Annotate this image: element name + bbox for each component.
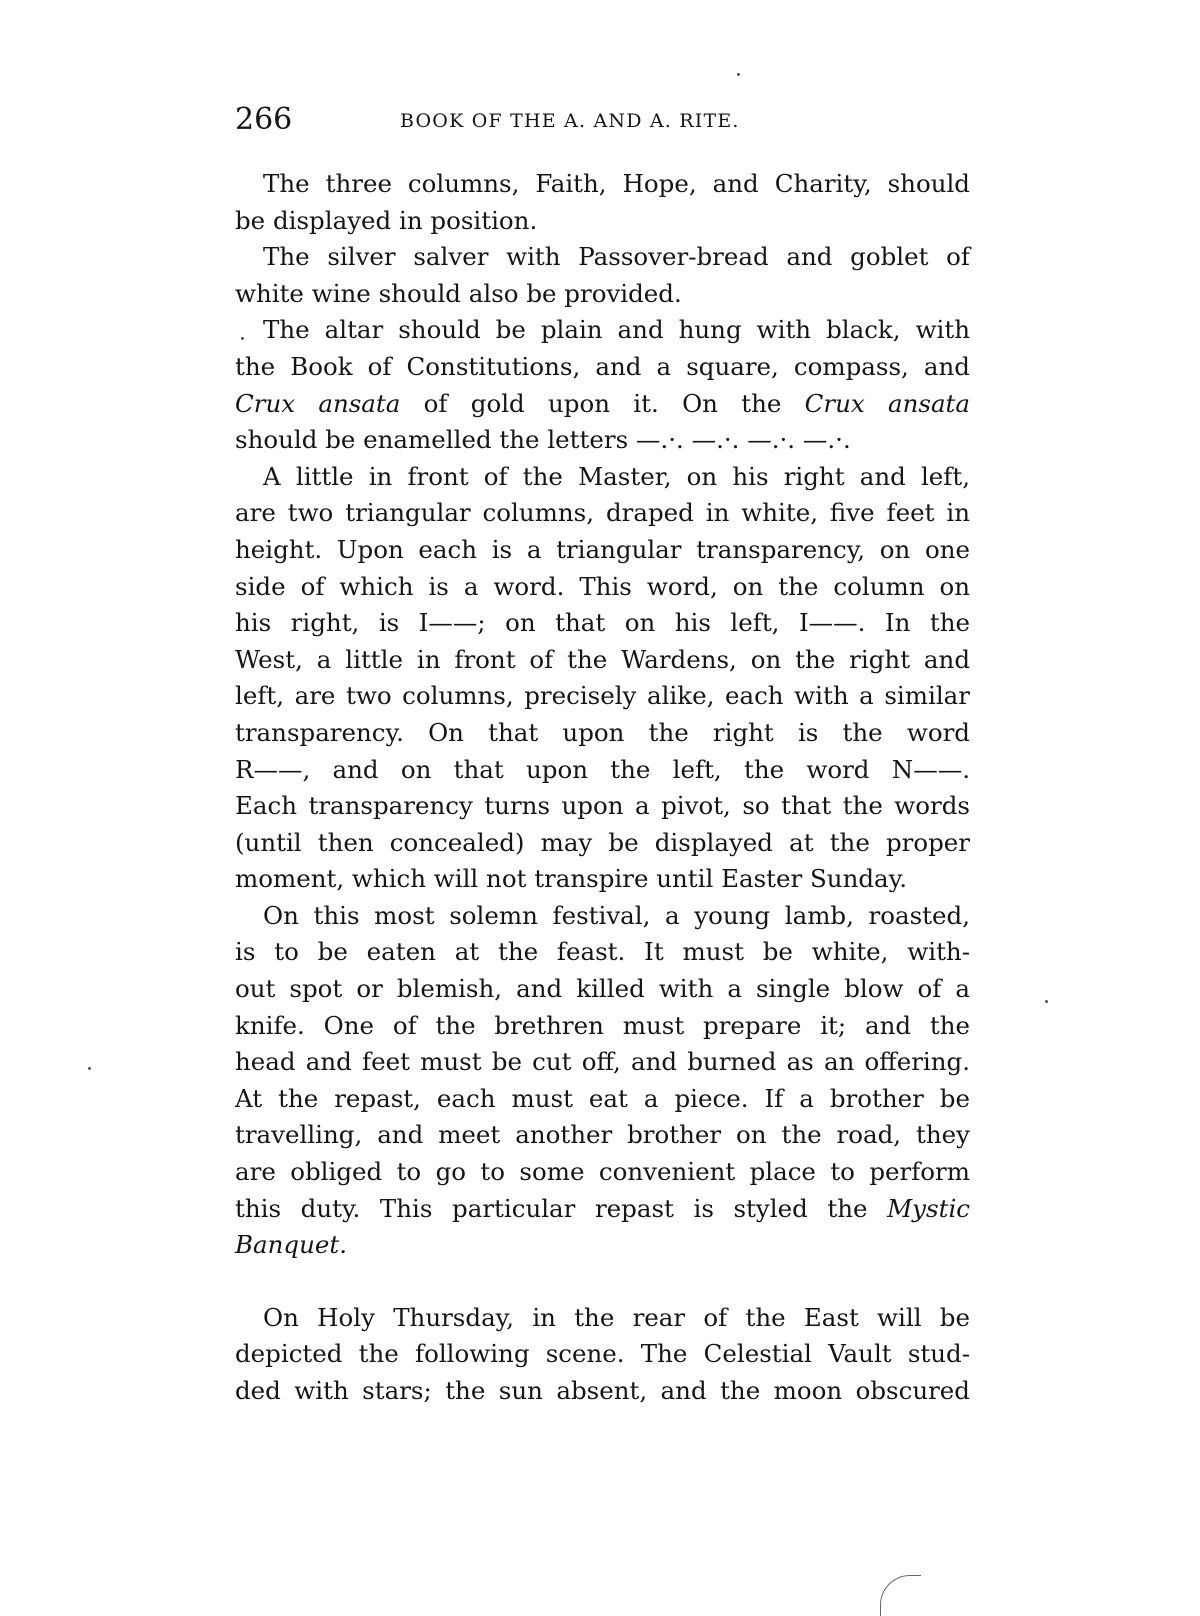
text-line <box>235 386 970 423</box>
text-line: The three columns, Faith, Hope, and Charity, should <box>263 169 970 198</box>
text-line: The altar should be plain and hung with black, with <box>263 315 970 345</box>
body-text <box>235 166 970 1410</box>
text-line: the Book of Constitutions, and a square, compass, and <box>235 351 970 381</box>
text-line: white wine should also be provided. <box>235 278 682 308</box>
scan-corner-mark <box>880 1575 921 1616</box>
italic-term: Mystic <box>887 1193 970 1223</box>
running-head: BOOK OF THE A. AND A. RITE. <box>400 110 740 132</box>
text-line: travelling, and meet another brother on the road, they <box>235 1120 970 1150</box>
text-line: R——, and on that upon the left, the word N——. <box>235 754 970 784</box>
text-line: head and feet must be cut off, and burned as an offering. <box>235 1047 970 1077</box>
paragraph-gap <box>235 1264 970 1300</box>
text-line: ded with stars; the sun absent, and the moon obscured <box>235 1376 970 1405</box>
italic-term: Banquet. <box>235 1230 347 1260</box>
text-line <box>235 1191 970 1228</box>
text-line: (until then concealed) may be displayed at the proper <box>235 827 970 857</box>
text-line: is to be eaten at the feast. It must be white, with- <box>235 937 970 967</box>
text-line: At the repast, each must eat a piece. If a brother be <box>235 1083 970 1113</box>
scan-speck <box>241 337 244 340</box>
text-line: On this most solemn festival, a young lamb, roasted, <box>263 900 970 930</box>
text-line: depicted the following scene. The Celestial Vault stud- <box>235 1339 970 1369</box>
text-line: should be enamelled the letters —.·. —.·. —.·. —.·. <box>235 425 851 455</box>
text-line: A little in front of the Master, on his right and left, <box>263 461 970 491</box>
text-line: be displayed in position. <box>235 205 538 235</box>
text-line <box>235 1227 970 1264</box>
scan-speck <box>88 1067 91 1070</box>
text-line: are obliged to go to some convenient place to perform <box>235 1157 970 1187</box>
text-line: On Holy Thursday, in the rear of the East will be <box>263 1302 970 1332</box>
text-line: moment, which will not transpire until Easter Sunday. <box>235 864 908 894</box>
text-line: Each transparency turns upon a pivot, so that the words <box>235 791 970 821</box>
page-header <box>235 100 975 140</box>
text-line: out spot or blemish, and killed with a single blow of a <box>235 974 970 1004</box>
text-line: transparency. On that upon the right is the word <box>235 717 970 747</box>
text-line: knife. One of the brethren must prepare it; and the <box>235 1010 970 1040</box>
text-line: are two triangular columns, draped in white, five feet in <box>235 498 970 528</box>
page-number: 266 <box>235 102 293 137</box>
text-line: West, a little in front of the Wardens, on the right and <box>235 644 970 674</box>
text-run: of gold upon it. On the <box>400 388 805 418</box>
italic-term: Crux ansata <box>235 388 401 418</box>
text-line: side of which is a word. This word, on the column on <box>235 571 970 601</box>
text-run: this duty. This particular repast is styled the <box>235 1193 888 1223</box>
scan-speck <box>737 73 740 76</box>
text-line: height. Upon each is a triangular transparency, on one <box>235 534 970 564</box>
text-line: his right, is I——; on that on his left, I——. In the <box>235 608 970 638</box>
italic-term: Crux ansata <box>804 388 971 418</box>
scan-speck <box>1045 1000 1048 1003</box>
text-line: The silver salver with Passover-bread and goblet of <box>263 242 970 272</box>
text-line: left, are two columns, precisely alike, each with a similar <box>235 681 970 711</box>
